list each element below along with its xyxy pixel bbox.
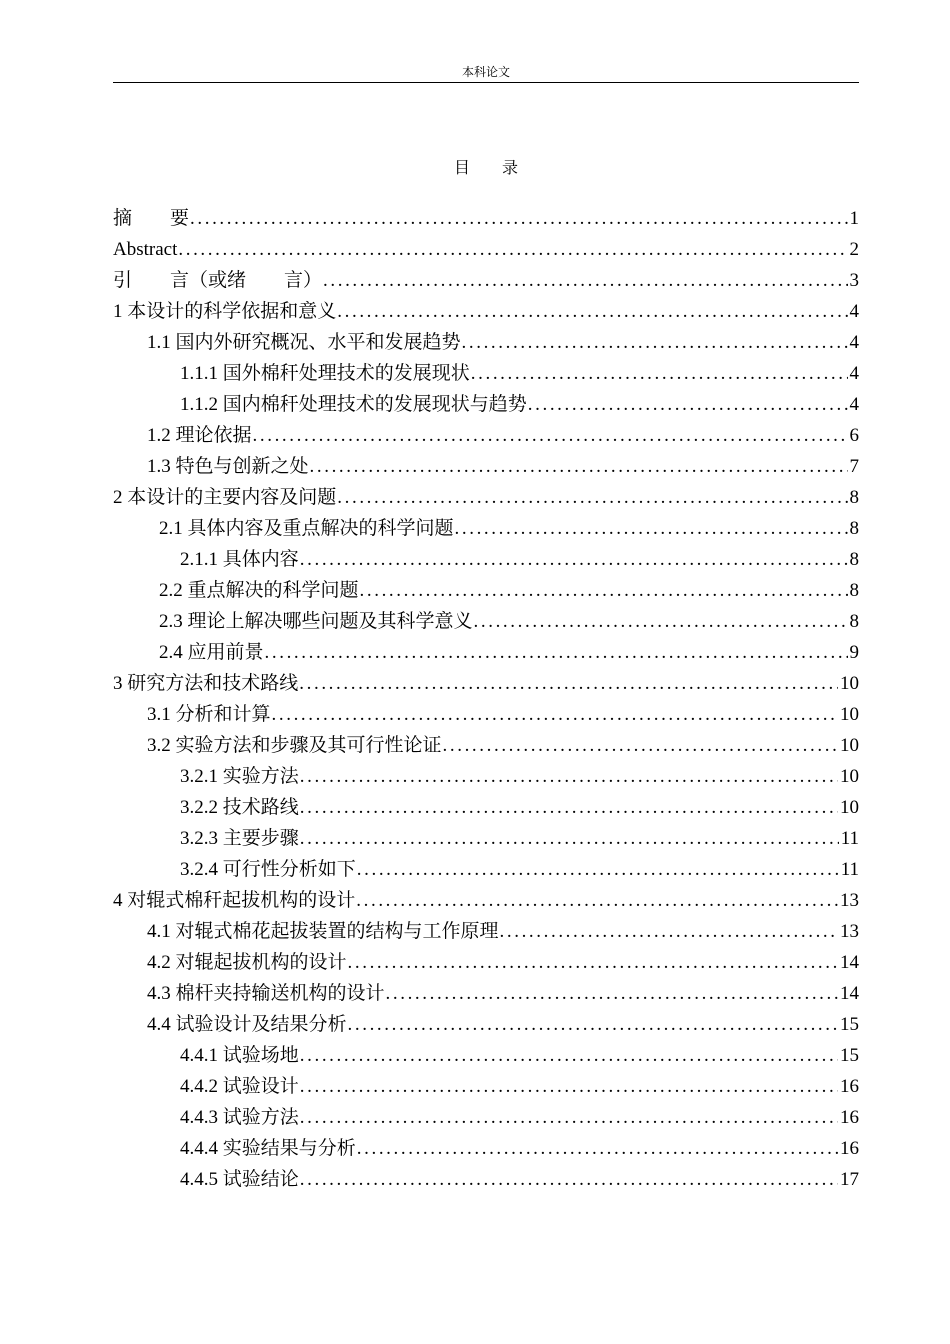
toc-leader-dots <box>337 482 847 513</box>
toc-entry-page: 8 <box>849 611 859 632</box>
toc-leader-dots <box>348 1009 838 1040</box>
toc-entry[interactable] <box>113 792 859 823</box>
toc-leader-dots <box>300 823 839 854</box>
toc-entry[interactable] <box>113 234 859 265</box>
toc-entry-label: 3.2.2 技术路线 <box>180 797 299 818</box>
toc-entry-label: 3.1 分析和计算 <box>147 704 271 725</box>
toc-entry-page: 15 <box>840 1045 859 1066</box>
toc-entry-label: 摘 要 <box>113 208 190 229</box>
toc-leader-dots <box>300 1164 838 1195</box>
toc-entry-label: 2 本设计的主要内容及问题 <box>113 487 337 508</box>
toc-entry[interactable] <box>113 637 859 668</box>
toc-leader-dots <box>360 575 848 606</box>
toc-entry-page: 11 <box>840 828 859 849</box>
toc-entry-page: 15 <box>840 1014 859 1035</box>
toc-entry-label: 1.3 特色与创新之处 <box>147 456 309 477</box>
table-of-contents <box>113 203 859 1195</box>
toc-leader-dots <box>356 885 838 916</box>
toc-entry-page: 13 <box>840 921 859 942</box>
toc-entry-page: 14 <box>840 952 859 973</box>
toc-leader-dots <box>300 1040 838 1071</box>
toc-entry-label: 4 对辊式棉秆起拔机构的设计 <box>113 890 356 911</box>
toc-leader-dots <box>300 544 848 575</box>
toc-entry-label: 3.2.3 主要步骤 <box>180 828 299 849</box>
toc-entry[interactable] <box>113 544 859 575</box>
toc-leader-dots <box>337 296 847 327</box>
toc-entry-page: 10 <box>840 704 859 725</box>
toc-leader-dots <box>386 978 838 1009</box>
toc-entry[interactable] <box>113 885 859 916</box>
toc-entry[interactable] <box>113 265 859 296</box>
toc-entry-page: 8 <box>849 580 859 601</box>
toc-leader-dots <box>455 513 848 544</box>
toc-entry[interactable] <box>113 699 859 730</box>
toc-entry-label: 4.3 棉杆夹持输送机构的设计 <box>147 983 385 1004</box>
toc-leader-dots <box>300 1071 838 1102</box>
toc-entry-label: 4.4.3 试验方法 <box>180 1107 299 1128</box>
toc-leader-dots <box>299 668 838 699</box>
toc-entry-label: 4.1 对辊式棉花起拔装置的结构与工作原理 <box>147 921 499 942</box>
toc-leader-dots <box>272 699 838 730</box>
toc-leader-dots <box>300 1102 838 1133</box>
toc-entry-page: 2 <box>849 239 859 260</box>
toc-entry-page: 4 <box>849 363 859 384</box>
toc-leader-dots <box>528 389 848 420</box>
toc-leader-dots <box>443 730 838 761</box>
toc-entry-label: 2.1.1 具体内容 <box>180 549 299 570</box>
toc-entry-page: 10 <box>840 673 859 694</box>
toc-entry-page: 1 <box>849 208 859 229</box>
toc-entry-label: 4.4.2 试验设计 <box>180 1076 299 1097</box>
toc-entry-page: 9 <box>849 642 859 663</box>
toc-leader-dots <box>300 761 838 792</box>
toc-leader-dots <box>310 451 848 482</box>
toc-entry-label: 4.4.4 实验结果与分析 <box>180 1138 356 1159</box>
toc-entry[interactable] <box>113 1102 859 1133</box>
toc-leader-dots <box>357 1133 838 1164</box>
toc-leader-dots <box>323 265 847 296</box>
toc-entry-page: 11 <box>840 859 859 880</box>
toc-entry-page: 8 <box>849 518 859 539</box>
toc-entry-label: 2.3 理论上解决哪些问题及其科学意义 <box>159 611 473 632</box>
toc-entry-page: 4 <box>849 301 859 322</box>
toc-entry-label: 4.4.1 试验场地 <box>180 1045 299 1066</box>
toc-entry[interactable] <box>113 1071 859 1102</box>
toc-entry-page: 16 <box>840 1107 859 1128</box>
toc-entry[interactable] <box>113 1009 859 1040</box>
toc-entry-label: 1.1.1 国外棉秆处理技术的发展现状 <box>180 363 470 384</box>
toc-leader-dots <box>474 606 848 637</box>
toc-entry-label: 引 言（或绪 言） <box>113 270 323 291</box>
toc-entry-page: 7 <box>849 456 859 477</box>
toc-entry[interactable] <box>113 978 859 1009</box>
toc-leader-dots <box>265 637 848 668</box>
toc-entry[interactable] <box>113 513 859 544</box>
toc-entry[interactable] <box>113 606 859 637</box>
toc-entry-label: Abstract <box>113 239 178 260</box>
toc-entry-label: 4.2 对辊起拔机构的设计 <box>147 952 347 973</box>
toc-entry-label: 3.2 实验方法和步骤及其可行性论证 <box>147 735 442 756</box>
toc-leader-dots <box>190 203 847 234</box>
toc-entry-label: 1.1 国内外研究概况、水平和发展趋势 <box>147 332 461 353</box>
toc-entry-label: 3.2.1 实验方法 <box>180 766 299 787</box>
toc-entry-page: 8 <box>849 487 859 508</box>
toc-entry[interactable] <box>113 451 859 482</box>
toc-leader-dots <box>253 420 848 451</box>
toc-entry[interactable] <box>113 575 859 606</box>
toc-entry[interactable] <box>113 668 859 699</box>
toc-entry-label: 3.2.4 可行性分析如下 <box>180 859 356 880</box>
toc-leader-dots <box>357 854 839 885</box>
toc-entry[interactable] <box>113 203 859 234</box>
toc-entry-page: 16 <box>840 1138 859 1159</box>
toc-entry-label: 2.2 重点解决的科学问题 <box>159 580 359 601</box>
toc-entry-page: 17 <box>840 1169 859 1190</box>
page-header: 本科论文 <box>461 65 510 79</box>
toc-entry-page: 10 <box>840 766 859 787</box>
toc-entry[interactable] <box>113 482 859 513</box>
toc-entry[interactable] <box>113 420 859 451</box>
toc-entry[interactable] <box>113 823 859 854</box>
toc-entry[interactable] <box>113 296 859 327</box>
toc-leader-dots <box>300 792 838 823</box>
header-rule <box>113 82 859 83</box>
toc-entry-page: 4 <box>849 394 859 415</box>
toc-entry[interactable] <box>113 1133 859 1164</box>
toc-title: 目 录 <box>453 160 518 177</box>
toc-entry-label: 2.4 应用前景 <box>159 642 264 663</box>
toc-entry[interactable] <box>113 916 859 947</box>
toc-entry-page: 8 <box>849 549 859 570</box>
toc-entry-label: 1 本设计的科学依据和意义 <box>113 301 337 322</box>
toc-entry-page: 10 <box>840 797 859 818</box>
toc-entry-label: 4.4.5 试验结论 <box>180 1169 299 1190</box>
toc-entry-page: 3 <box>849 270 859 291</box>
toc-leader-dots <box>500 916 838 947</box>
toc-entry-label: 3 研究方法和技术路线 <box>113 673 299 694</box>
toc-entry-page: 6 <box>849 425 859 446</box>
toc-entry[interactable] <box>113 358 859 389</box>
toc-entry[interactable] <box>113 854 859 885</box>
toc-leader-dots <box>178 234 847 265</box>
toc-entry-page: 14 <box>840 983 859 1004</box>
toc-entry-label: 1.2 理论依据 <box>147 425 252 446</box>
toc-entry-page: 13 <box>840 890 859 911</box>
toc-entry[interactable] <box>113 730 859 761</box>
toc-leader-dots <box>471 358 848 389</box>
toc-entry-label: 4.4 试验设计及结果分析 <box>147 1014 347 1035</box>
toc-entry[interactable] <box>113 1040 859 1071</box>
toc-leader-dots <box>348 947 838 978</box>
toc-entry-page: 4 <box>849 332 859 353</box>
toc-entry-label: 1.1.2 国内棉秆处理技术的发展现状与趋势 <box>180 394 527 415</box>
toc-entry[interactable] <box>113 1164 859 1195</box>
toc-entry[interactable] <box>113 389 859 420</box>
toc-entry[interactable] <box>113 327 859 358</box>
toc-entry-page: 16 <box>840 1076 859 1097</box>
toc-entry-label: 2.1 具体内容及重点解决的科学问题 <box>159 518 454 539</box>
toc-leader-dots <box>462 327 848 358</box>
toc-entry[interactable] <box>113 947 859 978</box>
toc-entry-page: 10 <box>840 735 859 756</box>
toc-entry[interactable] <box>113 761 859 792</box>
